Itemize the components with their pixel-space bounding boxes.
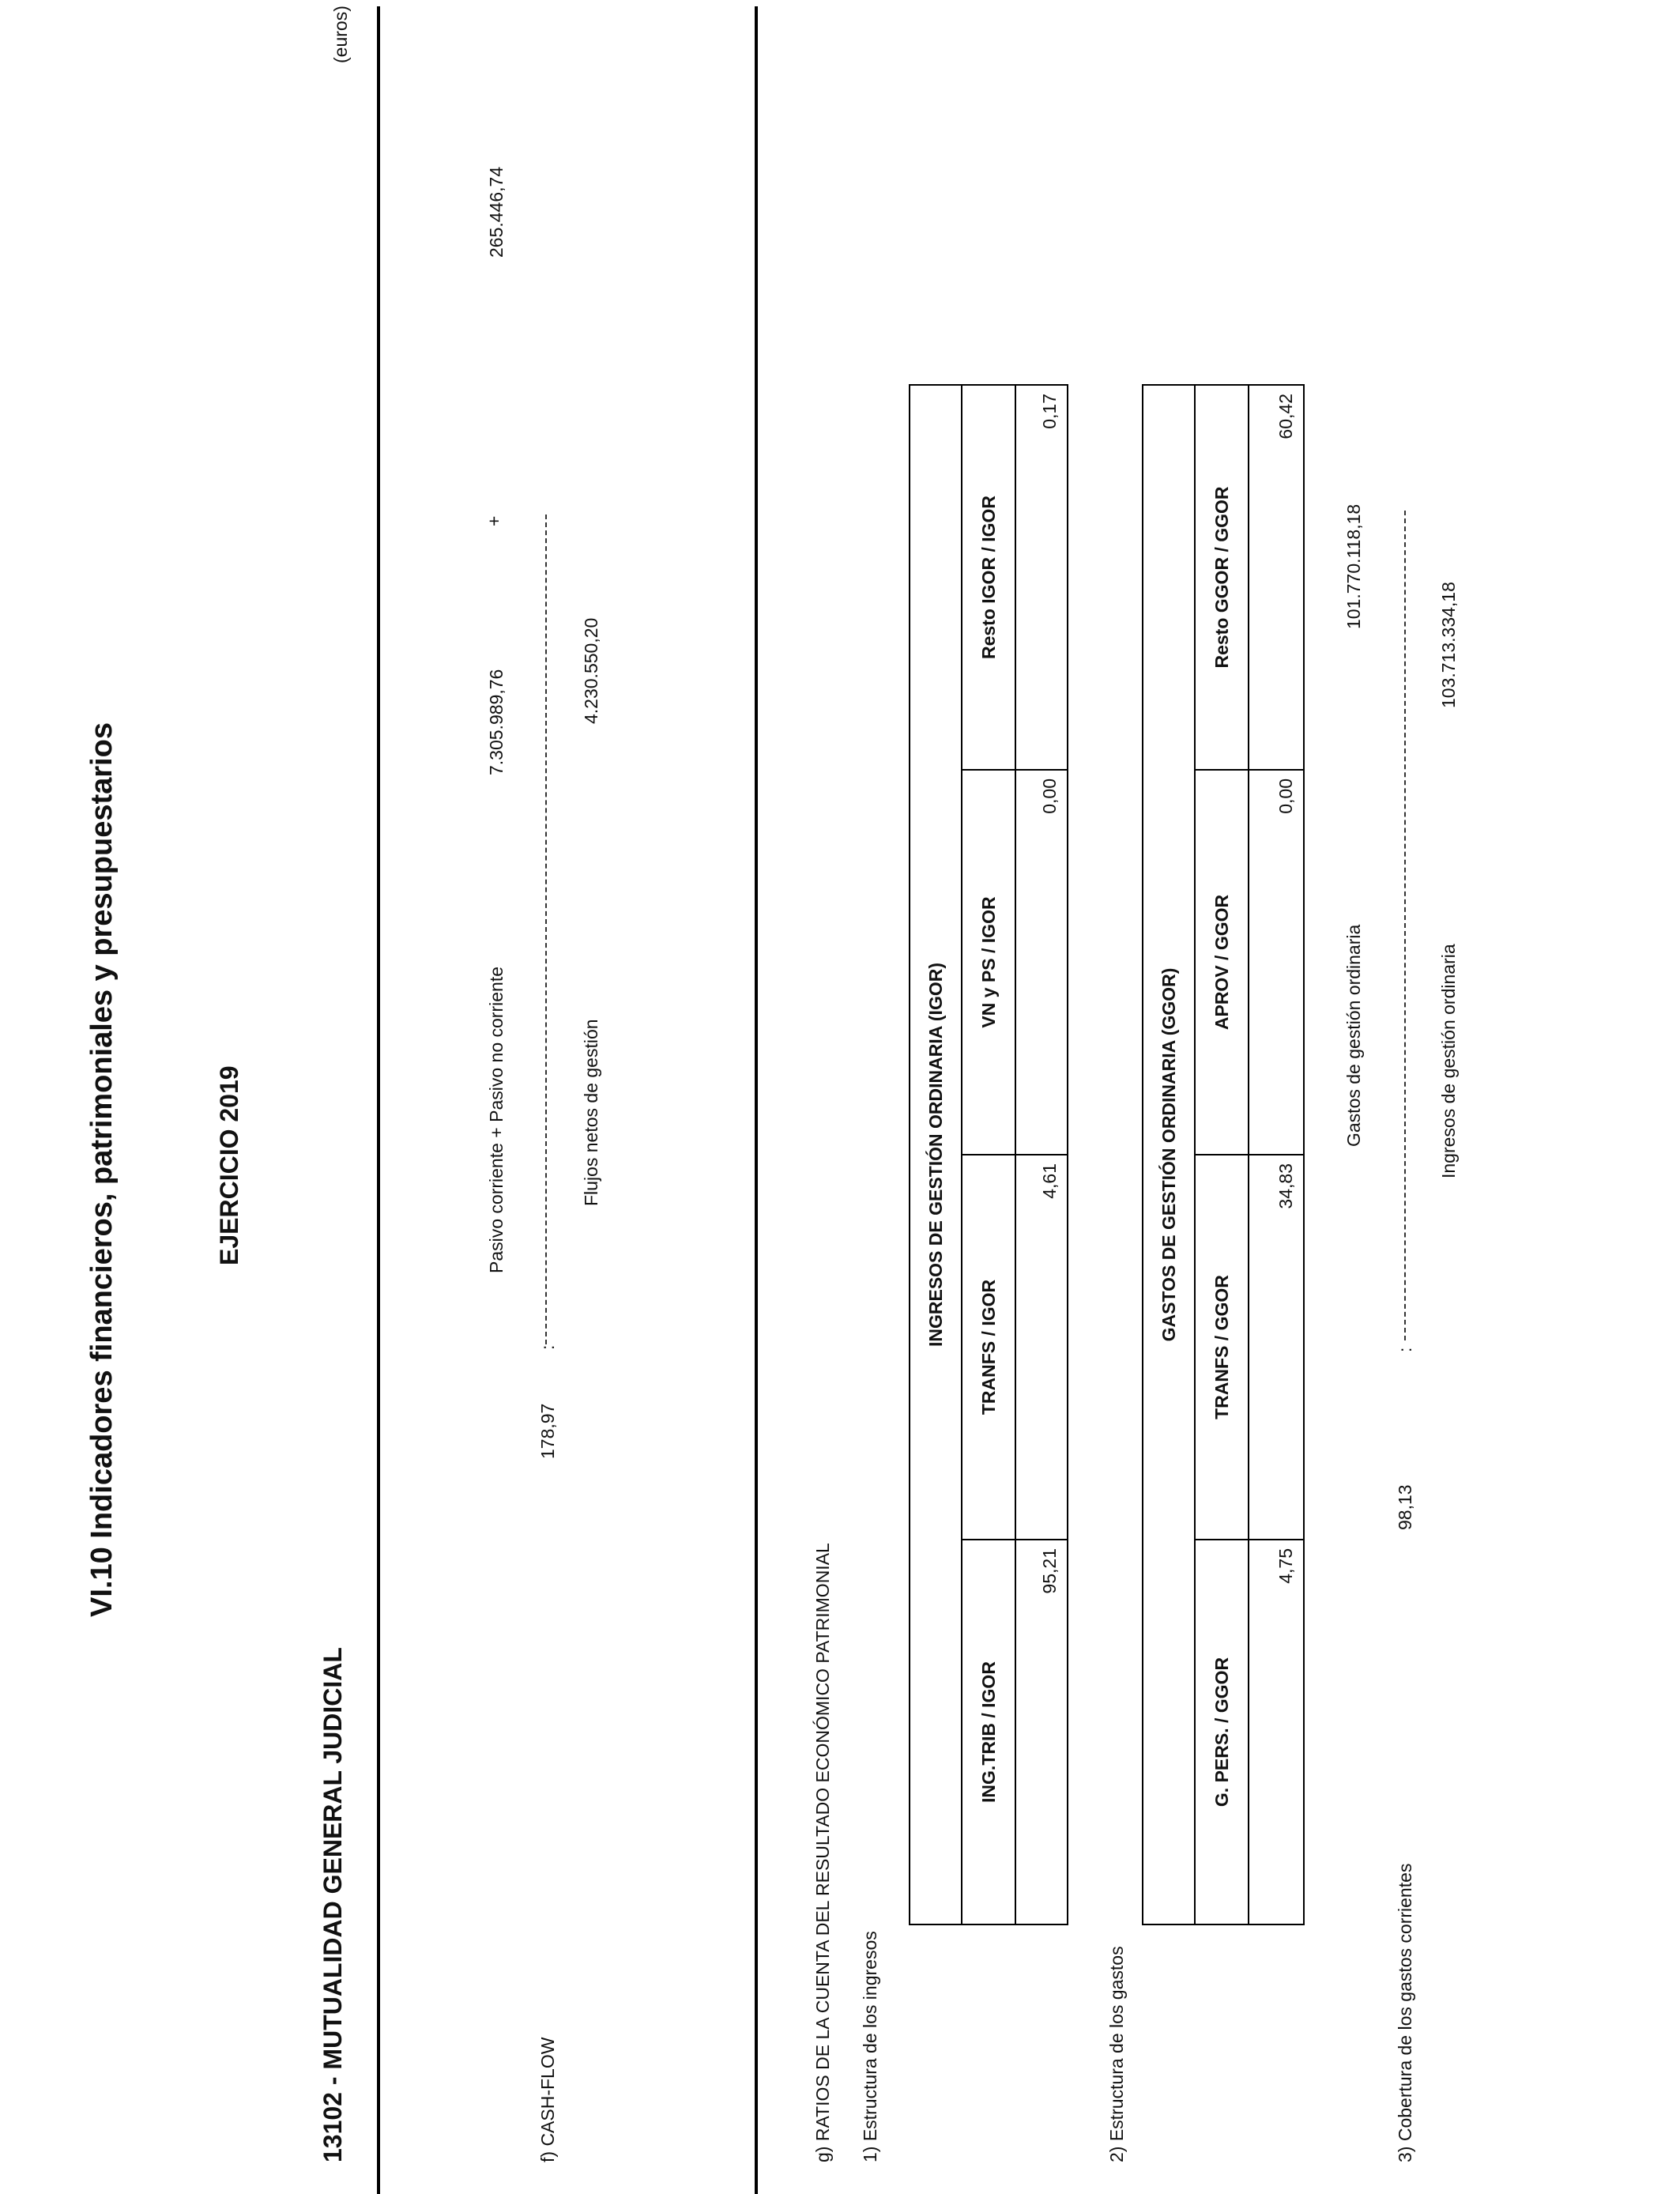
expense-table-title: GASTOS DE GESTIÓN ORDINARIA (GGOR) bbox=[1143, 385, 1195, 1924]
cashflow-denominator-value: 4.230.550,20 bbox=[581, 617, 601, 724]
cashflow-fraction-line bbox=[545, 515, 547, 1344]
income-structure-table bbox=[909, 384, 1068, 1925]
cashflow-numerator-value-2: 265.446,74 bbox=[486, 166, 507, 258]
income-val-resto: 0,17 bbox=[1015, 385, 1068, 770]
expense-val-resto: 60,42 bbox=[1249, 385, 1304, 770]
coverage-result: 98,13 bbox=[1395, 1484, 1415, 1530]
income-val-tranfs: 4,61 bbox=[1015, 1155, 1068, 1540]
cashflow-result: 178,97 bbox=[537, 1403, 558, 1459]
entity-name: 13102 - MUTUALIDAD GENERAL JUDICIAL bbox=[318, 1647, 347, 2162]
income-col-tranfs: TRANFS / IGOR bbox=[962, 1155, 1015, 1540]
cashflow-colon: : bbox=[537, 1344, 558, 1350]
income-col-vn-ps: VN y PS / IGOR bbox=[962, 770, 1015, 1155]
coverage-numerator-label: Gastos de gestión ordinaria bbox=[1343, 924, 1364, 1147]
expense-col-tranfs: TRANFS / GGOR bbox=[1195, 1155, 1249, 1540]
income-val-ing-trib: 95,21 bbox=[1015, 1540, 1068, 1924]
top-rule bbox=[377, 6, 380, 2194]
coverage-denominator-value: 103.713.334,18 bbox=[1438, 582, 1459, 708]
coverage-denominator-label: Ingresos de gestión ordinaria bbox=[1438, 944, 1459, 1178]
expense-val-tranfs: 34,83 bbox=[1249, 1155, 1304, 1540]
expense-val-g-pers: 4,75 bbox=[1249, 1540, 1304, 1924]
section-rule bbox=[755, 6, 758, 2194]
cashflow-denominator-label: Flujos netos de gestión bbox=[581, 1019, 601, 1206]
income-table-title: INGRESOS DE GESTIÓN ORDINARIA (IGOR) bbox=[910, 385, 962, 1924]
expense-val-aprov: 0,00 bbox=[1249, 770, 1304, 1155]
cashflow-label: f) CASH-FLOW bbox=[537, 2037, 558, 2162]
units-label: (euros) bbox=[330, 6, 351, 63]
income-col-ing-trib: ING.TRIB / IGOR bbox=[962, 1540, 1015, 1924]
coverage-numerator-value: 101.770.118,18 bbox=[1343, 503, 1364, 629]
expense-col-resto: Resto GGOR / GGOR bbox=[1195, 385, 1249, 770]
plus-sign: + bbox=[484, 515, 504, 526]
cashflow-numerator-label: Pasivo corriente + Pasivo no corriente bbox=[486, 966, 507, 1273]
coverage-colon: : bbox=[1395, 1347, 1415, 1352]
expense-structure-label: 2) Estructura de los gastos bbox=[1106, 1946, 1127, 2162]
coverage-label: 3) Cobertura de los gastos corrientes bbox=[1395, 1863, 1415, 2162]
income-val-vn-ps: 0,00 bbox=[1015, 770, 1068, 1155]
expense-col-aprov: APROV / GGOR bbox=[1195, 770, 1249, 1155]
section-g-label: g) RATIOS DE LA CUENTA DEL RESULTADO ECONÓMICO PATRIMONIAL bbox=[812, 1543, 833, 2162]
income-col-resto: Resto IGOR / IGOR bbox=[962, 385, 1015, 770]
coverage-fraction-line bbox=[1404, 511, 1406, 1340]
expense-structure-table bbox=[1142, 384, 1305, 1925]
report-title: VI.10 Indicadores financieros, patrimoniales y presupuestarios bbox=[85, 722, 119, 1617]
expense-col-g-pers: G. PERS. / GGOR bbox=[1195, 1540, 1249, 1924]
exercise-title: EJERCICIO 2019 bbox=[215, 1065, 243, 1265]
income-structure-label: 1) Estructura de los ingresos bbox=[860, 1931, 880, 2162]
cashflow-numerator-value-1: 7.305.989,76 bbox=[486, 669, 507, 775]
